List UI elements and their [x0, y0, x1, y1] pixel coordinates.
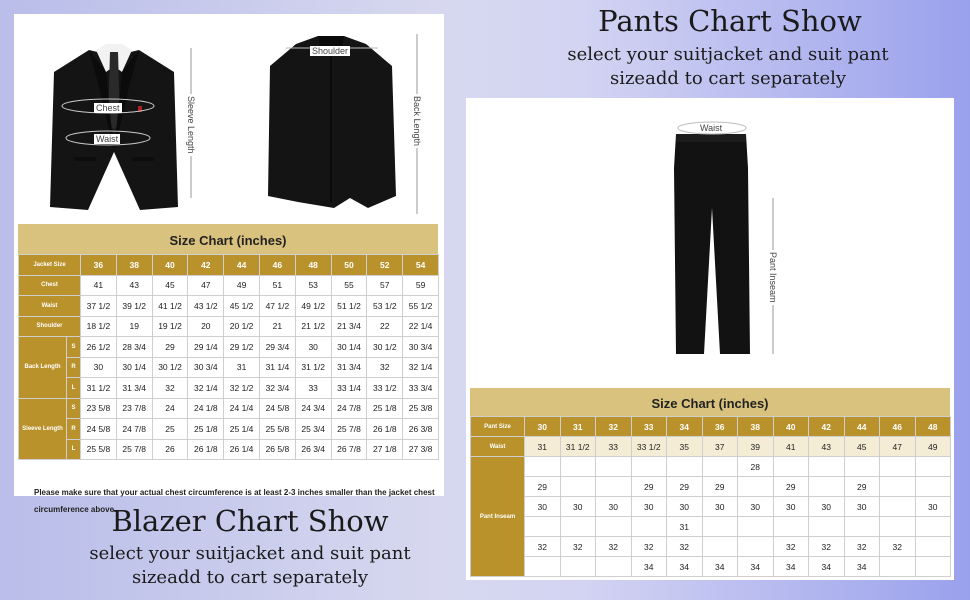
table-cell: 31 3/4	[116, 378, 152, 399]
table-cell: 34	[667, 557, 703, 577]
table-cell: 41 1/2	[152, 296, 188, 317]
table-cell	[880, 497, 916, 517]
table-cell: 30	[667, 497, 703, 517]
table-cell: 31	[525, 437, 561, 457]
table-cell: 37 1/2	[81, 296, 117, 317]
table-cell: 24 3/4	[295, 398, 331, 419]
sub-fit-label: L	[67, 439, 81, 460]
table-cell: 32	[667, 537, 703, 557]
table-cell: 30	[525, 497, 561, 517]
table-cell	[738, 537, 774, 557]
waist-label: Waist	[96, 134, 119, 144]
table-cell: 47 1/2	[260, 296, 296, 317]
table-cell: 30	[809, 497, 845, 517]
pants-waist-label: Waist	[700, 123, 723, 133]
table-row	[19, 275, 439, 296]
table-cell: 20	[188, 316, 224, 337]
table-cell: 47	[188, 275, 224, 296]
table-cell: 32 3/4	[260, 378, 296, 399]
row-label: Waist	[19, 296, 81, 317]
table-cell: 43 1/2	[188, 296, 224, 317]
table-cell: 25 3/4	[295, 419, 331, 440]
table-cell: 26	[152, 439, 188, 460]
table-cell: 29	[525, 477, 561, 497]
chest-fit-note: Please make sure that your actual chest circumference is at least 2-3 inches smaller than the jacket chest circumference above.	[34, 488, 435, 514]
table-cell: 25 5/8	[81, 439, 117, 460]
blazer-subtitle-line2: sizeadd to cart separately	[131, 567, 369, 588]
table-cell: 45	[152, 275, 188, 296]
table-cell: 28	[738, 457, 774, 477]
table-cell: 49	[915, 437, 951, 457]
table-cell: 26 3/8	[403, 419, 439, 440]
pants-size-table	[470, 416, 951, 577]
table-cell	[702, 517, 738, 537]
shoulder-label: Shoulder	[312, 46, 349, 56]
table-cell: 32	[809, 537, 845, 557]
table-cell	[880, 457, 916, 477]
table-cell: 55	[331, 275, 367, 296]
inseam-row	[471, 497, 951, 517]
table-cell	[915, 457, 951, 477]
table-cell: 24 1/8	[188, 398, 224, 419]
table-cell: 31 1/4	[260, 357, 296, 378]
table-cell	[809, 477, 845, 497]
inseam-row	[471, 537, 951, 557]
table-cell: 43	[809, 437, 845, 457]
table-cell: 29	[631, 477, 667, 497]
blazer-size-table	[18, 254, 439, 460]
table-cell: 55 1/2	[403, 296, 439, 317]
size-header-cell: 46	[880, 417, 916, 437]
size-header-cell: 46	[260, 255, 296, 276]
table-cell: 32	[880, 537, 916, 557]
table-cell: 34	[773, 557, 809, 577]
table-cell	[915, 557, 951, 577]
table-cell: 30 3/4	[188, 357, 224, 378]
table-row	[19, 337, 439, 358]
group-label: Back Length	[19, 337, 67, 399]
table-cell	[596, 477, 632, 497]
table-cell: 33	[596, 437, 632, 457]
table-cell: 24 5/8	[81, 419, 117, 440]
table-cell: 30 1/4	[331, 337, 367, 358]
table-cell: 25	[152, 419, 188, 440]
table-row	[19, 357, 439, 378]
table-cell: 24 1/4	[224, 398, 260, 419]
table-cell	[915, 537, 951, 557]
size-header-cell: 44	[844, 417, 880, 437]
table-row	[19, 439, 439, 460]
table-cell	[844, 457, 880, 477]
pant-size-header: Pant Size	[471, 417, 525, 437]
table-cell: 31 1/2	[295, 357, 331, 378]
table-cell: 34	[844, 557, 880, 577]
table-cell: 59	[403, 275, 439, 296]
table-cell: 24 7/8	[116, 419, 152, 440]
size-header-cell: 50	[331, 255, 367, 276]
table-cell: 39 1/2	[116, 296, 152, 317]
table-cell: 29	[152, 337, 188, 358]
table-cell	[880, 557, 916, 577]
size-header-cell: 36	[702, 417, 738, 437]
table-cell: 35	[667, 437, 703, 457]
table-cell: 33	[295, 378, 331, 399]
table-cell: 33 1/4	[331, 378, 367, 399]
table-cell: 26 1/8	[188, 439, 224, 460]
table-cell: 26 1/4	[224, 439, 260, 460]
table-cell: 51 1/2	[331, 296, 367, 317]
table-cell: 29 1/2	[224, 337, 260, 358]
size-header-cell: 30	[525, 417, 561, 437]
size-header-cell: 31	[560, 417, 596, 437]
table-row	[19, 419, 439, 440]
table-cell: 21 3/4	[331, 316, 367, 337]
sleeve-length-label: Sleeve Length	[186, 96, 196, 154]
table-row	[19, 316, 439, 337]
table-row	[19, 378, 439, 399]
table-cell: 47	[880, 437, 916, 457]
blazer-chart-title: Size Chart (inches)	[18, 224, 438, 254]
table-cell: 29 3/4	[260, 337, 296, 358]
table-cell: 30 3/4	[403, 337, 439, 358]
table-cell: 25 3/8	[403, 398, 439, 419]
table-cell: 26 7/8	[331, 439, 367, 460]
table-cell: 27 1/8	[367, 439, 403, 460]
pants-subtitle-line1: select your suitjacket and suit pant	[567, 44, 889, 65]
table-cell	[560, 457, 596, 477]
table-cell: 32	[367, 357, 403, 378]
pants-subtitle-line2: sizeadd to cart separately	[609, 68, 847, 89]
table-cell: 22	[367, 316, 403, 337]
sub-fit-label: S	[67, 398, 81, 419]
table-cell: 18 1/2	[81, 316, 117, 337]
table-cell	[560, 557, 596, 577]
table-cell: 30	[702, 497, 738, 517]
table-cell: 41	[773, 437, 809, 457]
table-cell	[880, 517, 916, 537]
table-cell: 31	[224, 357, 260, 378]
table-cell	[631, 517, 667, 537]
blazer-chart-show-title: Blazer Chart Show	[111, 504, 389, 538]
table-cell: 39	[738, 437, 774, 457]
waist-row	[471, 437, 951, 457]
table-cell	[596, 517, 632, 537]
pants-header-row	[471, 417, 951, 437]
table-cell: 32	[152, 378, 188, 399]
table-cell: 24 5/8	[260, 398, 296, 419]
inseam-row	[471, 557, 951, 577]
size-header-cell: 42	[809, 417, 845, 437]
pants-chart-title: Size Chart (inches)	[470, 388, 950, 416]
table-cell: 26 5/8	[260, 439, 296, 460]
table-cell	[525, 557, 561, 577]
table-cell: 45	[844, 437, 880, 457]
table-cell: 51	[260, 275, 296, 296]
size-header-cell: 34	[667, 417, 703, 437]
table-cell: 41	[81, 275, 117, 296]
size-header-cell: 38	[116, 255, 152, 276]
chest-label: Chest	[96, 103, 120, 113]
table-cell: 19	[116, 316, 152, 337]
table-cell: 32	[773, 537, 809, 557]
table-cell: 25 7/8	[116, 439, 152, 460]
table-cell	[773, 457, 809, 477]
table-cell: 26 3/4	[295, 439, 331, 460]
inseam-row	[471, 517, 951, 537]
table-cell	[738, 517, 774, 537]
table-cell: 32	[844, 537, 880, 557]
size-header-cell: 32	[596, 417, 632, 437]
size-header-cell: 40	[773, 417, 809, 437]
table-cell: 30	[295, 337, 331, 358]
table-cell	[560, 477, 596, 497]
table-cell: 34	[738, 557, 774, 577]
table-cell: 33 1/2	[631, 437, 667, 457]
table-cell: 53	[295, 275, 331, 296]
table-cell: 21	[260, 316, 296, 337]
table-cell: 21 1/2	[295, 316, 331, 337]
size-header-cell: 48	[915, 417, 951, 437]
sub-fit-label: S	[67, 337, 81, 358]
table-cell: 25 5/8	[260, 419, 296, 440]
pants-image	[672, 128, 752, 358]
table-cell: 31	[667, 517, 703, 537]
table-cell: 28 3/4	[116, 337, 152, 358]
table-cell: 30	[844, 497, 880, 517]
sub-fit-label: R	[67, 357, 81, 378]
table-cell: 30	[596, 497, 632, 517]
table-cell	[596, 557, 632, 577]
size-header-cell: 52	[367, 255, 403, 276]
table-cell: 29 1/4	[188, 337, 224, 358]
blazer-panel	[14, 14, 444, 514]
size-header-cell: 44	[224, 255, 260, 276]
table-cell: 43	[116, 275, 152, 296]
inseam-row	[471, 457, 951, 477]
size-header-cell: 38	[738, 417, 774, 437]
table-cell	[525, 457, 561, 477]
table-cell: 30	[738, 497, 774, 517]
table-cell: 26 1/2	[81, 337, 117, 358]
size-header-cell: 36	[81, 255, 117, 276]
pants-panel	[466, 98, 954, 580]
table-cell	[880, 477, 916, 497]
table-cell	[844, 517, 880, 537]
table-cell	[596, 457, 632, 477]
back-length-label: Back Length	[412, 96, 422, 147]
table-cell	[915, 517, 951, 537]
pants-chart-show-title: Pants Chart Show	[598, 4, 862, 38]
blazer-subtitle-line1: select your suitjacket and suit pant	[89, 543, 411, 564]
table-cell: 32	[560, 537, 596, 557]
table-cell: 49 1/2	[295, 296, 331, 317]
table-cell	[738, 477, 774, 497]
size-header-cell: 54	[403, 255, 439, 276]
table-cell: 29	[702, 477, 738, 497]
table-cell: 45 1/2	[224, 296, 260, 317]
table-cell: 25 7/8	[331, 419, 367, 440]
table-row	[19, 398, 439, 419]
table-cell: 57	[367, 275, 403, 296]
table-cell: 32	[596, 537, 632, 557]
table-cell	[525, 517, 561, 537]
table-cell: 32 1/4	[188, 378, 224, 399]
table-cell: 31 1/2	[81, 378, 117, 399]
table-cell: 30	[915, 497, 951, 517]
table-cell: 24 7/8	[331, 398, 367, 419]
group-label: Sleeve Length	[19, 398, 67, 460]
pant-inseam-label: Pant Inseam	[768, 252, 778, 303]
jacket-size-header: Jacket Size	[19, 255, 81, 276]
size-header-cell: 40	[152, 255, 188, 276]
table-cell: 22 1/4	[403, 316, 439, 337]
table-cell: 37	[702, 437, 738, 457]
waist-row-label: Waist	[471, 437, 525, 457]
table-cell: 29	[773, 477, 809, 497]
inseam-row-label: Pant Inseam	[471, 457, 525, 577]
table-cell	[667, 457, 703, 477]
table-cell: 53 1/2	[367, 296, 403, 317]
table-cell: 23 5/8	[81, 398, 117, 419]
row-label: Chest	[19, 275, 81, 296]
table-cell: 31 1/2	[560, 437, 596, 457]
table-cell: 31 3/4	[331, 357, 367, 378]
sub-fit-label: R	[67, 419, 81, 440]
table-cell: 20 1/2	[224, 316, 260, 337]
inseam-row	[471, 477, 951, 497]
table-cell: 25 1/8	[367, 398, 403, 419]
table-cell: 34	[702, 557, 738, 577]
table-cell	[773, 517, 809, 537]
table-cell: 19 1/2	[152, 316, 188, 337]
table-cell: 30 1/2	[367, 337, 403, 358]
table-cell: 32 1/4	[403, 357, 439, 378]
table-cell: 30	[631, 497, 667, 517]
table-cell: 33 3/4	[403, 378, 439, 399]
table-cell	[702, 457, 738, 477]
blazer-header-row	[19, 255, 439, 276]
table-cell: 29	[667, 477, 703, 497]
table-cell	[702, 537, 738, 557]
table-cell: 49	[224, 275, 260, 296]
table-row	[19, 296, 439, 317]
size-header-cell: 42	[188, 255, 224, 276]
sub-fit-label: L	[67, 378, 81, 399]
table-cell	[560, 517, 596, 537]
row-label: Shoulder	[19, 316, 81, 337]
size-header-cell: 33	[631, 417, 667, 437]
table-cell	[631, 457, 667, 477]
table-cell: 30 1/2	[152, 357, 188, 378]
table-cell	[809, 517, 845, 537]
table-cell: 32	[525, 537, 561, 557]
table-cell: 25 1/4	[224, 419, 260, 440]
table-cell: 25 1/8	[188, 419, 224, 440]
table-cell: 32 1/2	[224, 378, 260, 399]
table-cell	[809, 457, 845, 477]
table-cell: 30	[81, 357, 117, 378]
table-cell: 27 3/8	[403, 439, 439, 460]
table-cell	[915, 477, 951, 497]
table-cell: 32	[631, 537, 667, 557]
table-cell: 30	[773, 497, 809, 517]
table-cell: 26 1/8	[367, 419, 403, 440]
table-cell: 24	[152, 398, 188, 419]
table-cell: 30	[560, 497, 596, 517]
table-cell: 33 1/2	[367, 378, 403, 399]
size-header-cell: 48	[295, 255, 331, 276]
table-cell: 30 1/4	[116, 357, 152, 378]
table-cell: 23 7/8	[116, 398, 152, 419]
table-cell: 29	[844, 477, 880, 497]
table-cell: 34	[631, 557, 667, 577]
table-cell: 34	[809, 557, 845, 577]
